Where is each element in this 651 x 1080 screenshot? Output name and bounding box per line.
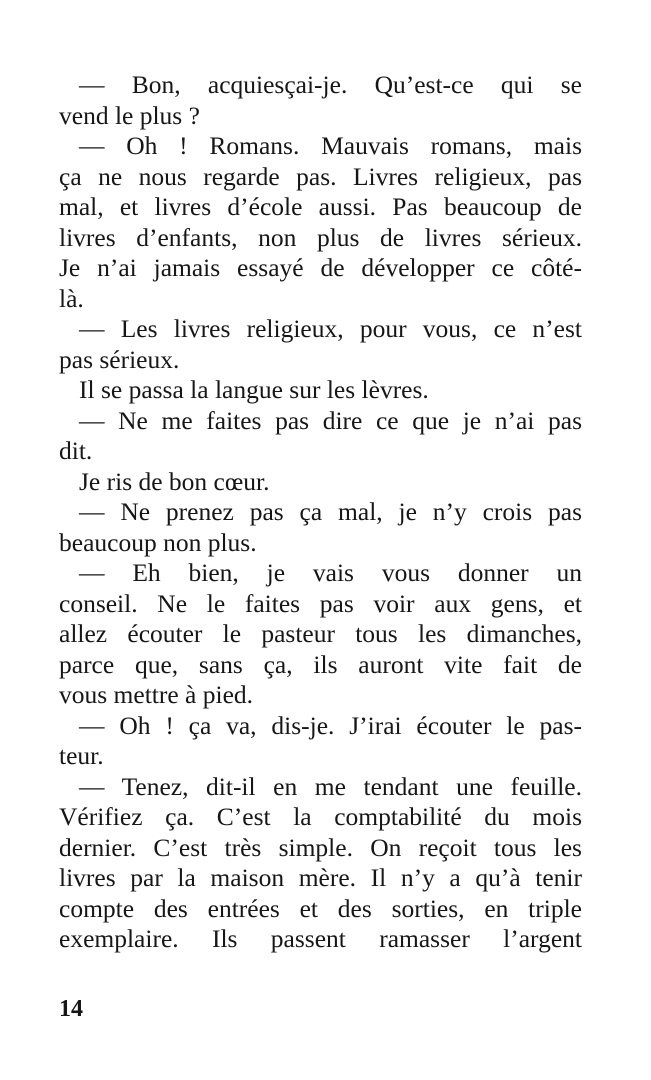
text-line: exemplaire. Ils passent ramasser l’argent xyxy=(59,924,582,953)
text-line: Vérifiez ça. C’est la comptabilité du mois xyxy=(59,802,582,831)
text-line: — Ne prenez pas ça mal, je n’y crois pas xyxy=(79,497,582,526)
text-line: ça ne nous regarde pas. Livres religieux, pas xyxy=(59,161,582,191)
text-line: dernier. C’est très simple. On reçoit tous les xyxy=(59,832,582,862)
text-line: beaucoup non plus. xyxy=(59,527,257,557)
text-line: vous mettre à pied. xyxy=(59,680,254,709)
text-line: livres d’enfants, non plus de livres sérieux. xyxy=(59,222,582,252)
text-line: — Tenez, dit-il en me tendant une feuille. xyxy=(79,771,582,801)
text-line: parce que, sans ça, ils auront vite fait de xyxy=(59,649,582,679)
text-line: — Eh bien, je vais vous donner un xyxy=(79,558,582,587)
text-line: Il se passa la langue sur les lèvres. xyxy=(79,375,429,404)
text-line: — Oh ! ça va, dis-je. J’irai écouter le pas- xyxy=(79,710,582,740)
text-line: dit. xyxy=(59,436,93,465)
text-line: pas sérieux. xyxy=(59,344,180,374)
text-line: là. xyxy=(59,283,84,313)
text-line: — Les livres religieux, pour vous, ce n’est xyxy=(79,314,582,343)
text-line: allez écouter le pasteur tous les dimanches, xyxy=(59,619,582,648)
text-line: — Oh ! Romans. Mauvais romans, mais xyxy=(79,131,582,160)
text-line: vend le plus ? xyxy=(59,100,200,130)
text-line: — Ne me faites pas dire ce que je n’ai pas xyxy=(79,405,582,435)
text-line: livres par la maison mère. Il n’y a qu’à tenir xyxy=(59,863,582,892)
text-line: teur. xyxy=(59,741,104,770)
page-number: 14 xyxy=(59,996,83,1022)
text-line: Je n’ai jamais essayé de développer ce côté- xyxy=(59,253,582,282)
page-text xyxy=(59,70,582,955)
text-line: compte des entrées et des sorties, en triple xyxy=(59,893,582,923)
text-line: — Bon, acquiesçai-je. Qu’est-ce qui se xyxy=(79,70,582,99)
text-line: conseil. Ne le faites pas voir aux gens, et xyxy=(59,588,582,618)
text-line: mal, et livres d’école aussi. Pas beaucoup de xyxy=(59,192,582,221)
text-line: Je ris de bon cœur. xyxy=(79,466,270,496)
